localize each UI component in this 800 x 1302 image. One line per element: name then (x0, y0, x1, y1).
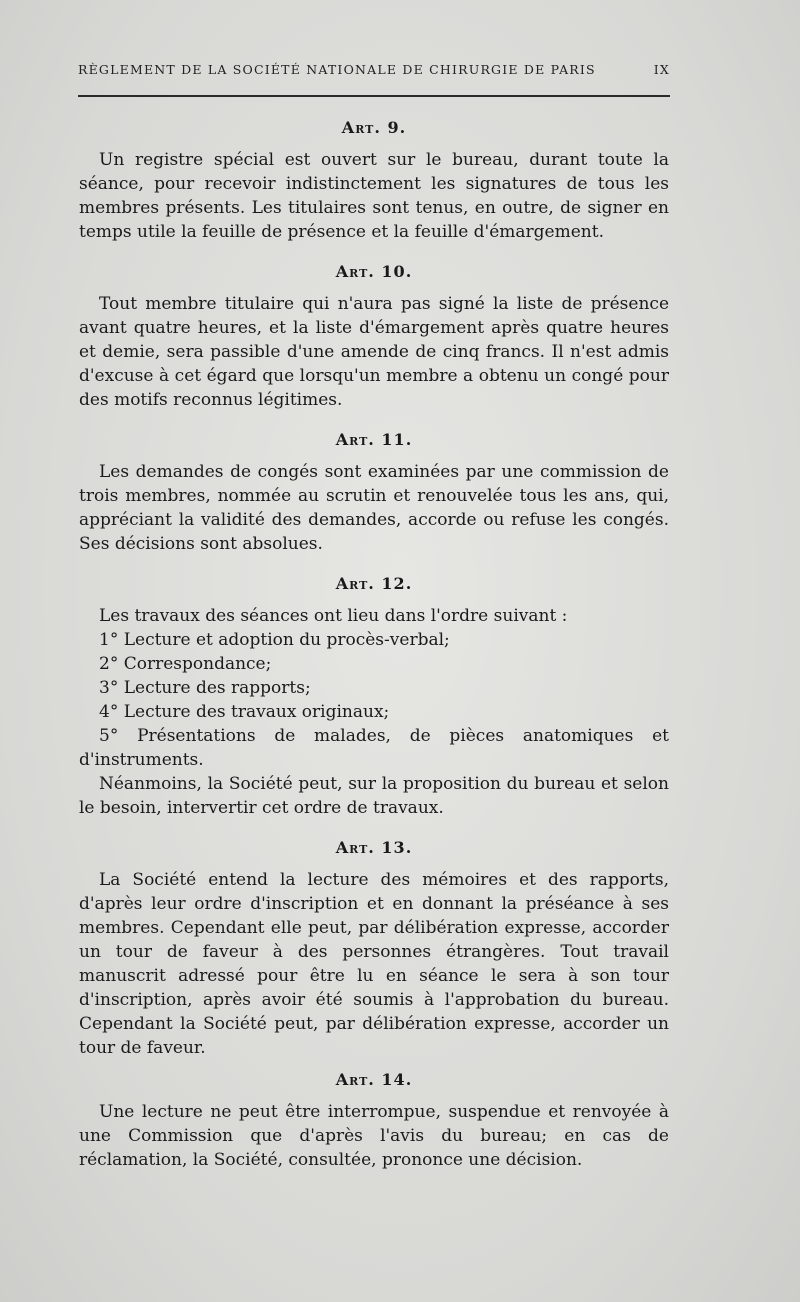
list-item: 2° Correspondance; (99, 654, 272, 674)
page-number: IX (653, 62, 670, 77)
list-item: 1° Lecture et adoption du procès-verbal; (99, 630, 450, 650)
list-item: 4° Lecture des travaux originaux; (99, 702, 390, 722)
article-heading: Art. 14. (335, 1070, 413, 1089)
article-13 (79, 836, 669, 1060)
article-paragraph: Une lecture ne peut être interrompue, suspendue et renvoyée à une Commission que d'après l'avis du bureau; en cas de réclamation, la Société, consultée, prononce une décision. (79, 1102, 669, 1170)
running-header (78, 62, 670, 77)
article-9 (79, 116, 669, 244)
article-paragraph: La Société entend la lecture des mémoires et des rapports, d'après leur ordre d'inscription et en donnant la préséance à ses membres. Cependant elle peut, par délibération expresse, accorder un tour de faveur à des personnes étrangères. Tout travail manuscrit adressé pour être lu en séance le sera à son tour d'inscription, après avoir été soumis à l'approbation du bureau. Cependant la Société peut, par délibération expresse, accorder un tour de faveur. (79, 870, 669, 1058)
list-item: 5° Présentations de malades, de pièces anatomiques et d'instruments. (79, 726, 669, 770)
list-item: 3° Lecture des rapports; (99, 678, 311, 698)
article-heading: Art. 11. (335, 430, 413, 449)
page-body (79, 114, 669, 1172)
header-rule (78, 95, 670, 97)
article-heading: Art. 10. (335, 262, 413, 281)
article-paragraph: Un registre spécial est ouvert sur le bureau, durant toute la séance, pour recevoir indistinctement les signatures de tous les membres présents. Les titulaires sont tenus, en outre, de signer en temps utile la feuille de présence et la feuille d'émargement. (79, 150, 669, 242)
article-11 (79, 428, 669, 556)
article-paragraph: Tout membre titulaire qui n'aura pas signé la liste de présence avant quatre heures, et la liste d'émargement après quatre heures et demie, sera passible d'une amende de cinq francs. Il n'est admis d'excuse à cet égard que lorsqu'un membre a obtenu un congé pour des motifs reconnus légitimes. (79, 294, 669, 410)
running-title: RÈGLEMENT DE LA SOCIÉTÉ NATIONALE DE CHIRURGIE DE PARIS (78, 62, 596, 77)
article-14 (79, 1068, 669, 1172)
article-10 (79, 260, 669, 412)
article-closing: Néanmoins, la Société peut, sur la proposition du bureau et selon le besoin, intervertir cet ordre de travaux. (79, 774, 669, 818)
article-12 (79, 572, 669, 820)
article-heading: Art. 13. (335, 838, 413, 857)
article-paragraph: Les demandes de congés sont examinées par une commission de trois membres, nommée au scrutin et renouvelée tous les ans, qui, appréciant la validité des demandes, accorde ou refuse les congés. Ses décisions sont absolues. (79, 462, 669, 554)
article-intro: Les travaux des séances ont lieu dans l'ordre suivant : (99, 606, 568, 626)
article-heading: Art. 9. (341, 118, 407, 137)
article-heading: Art. 12. (335, 574, 413, 593)
